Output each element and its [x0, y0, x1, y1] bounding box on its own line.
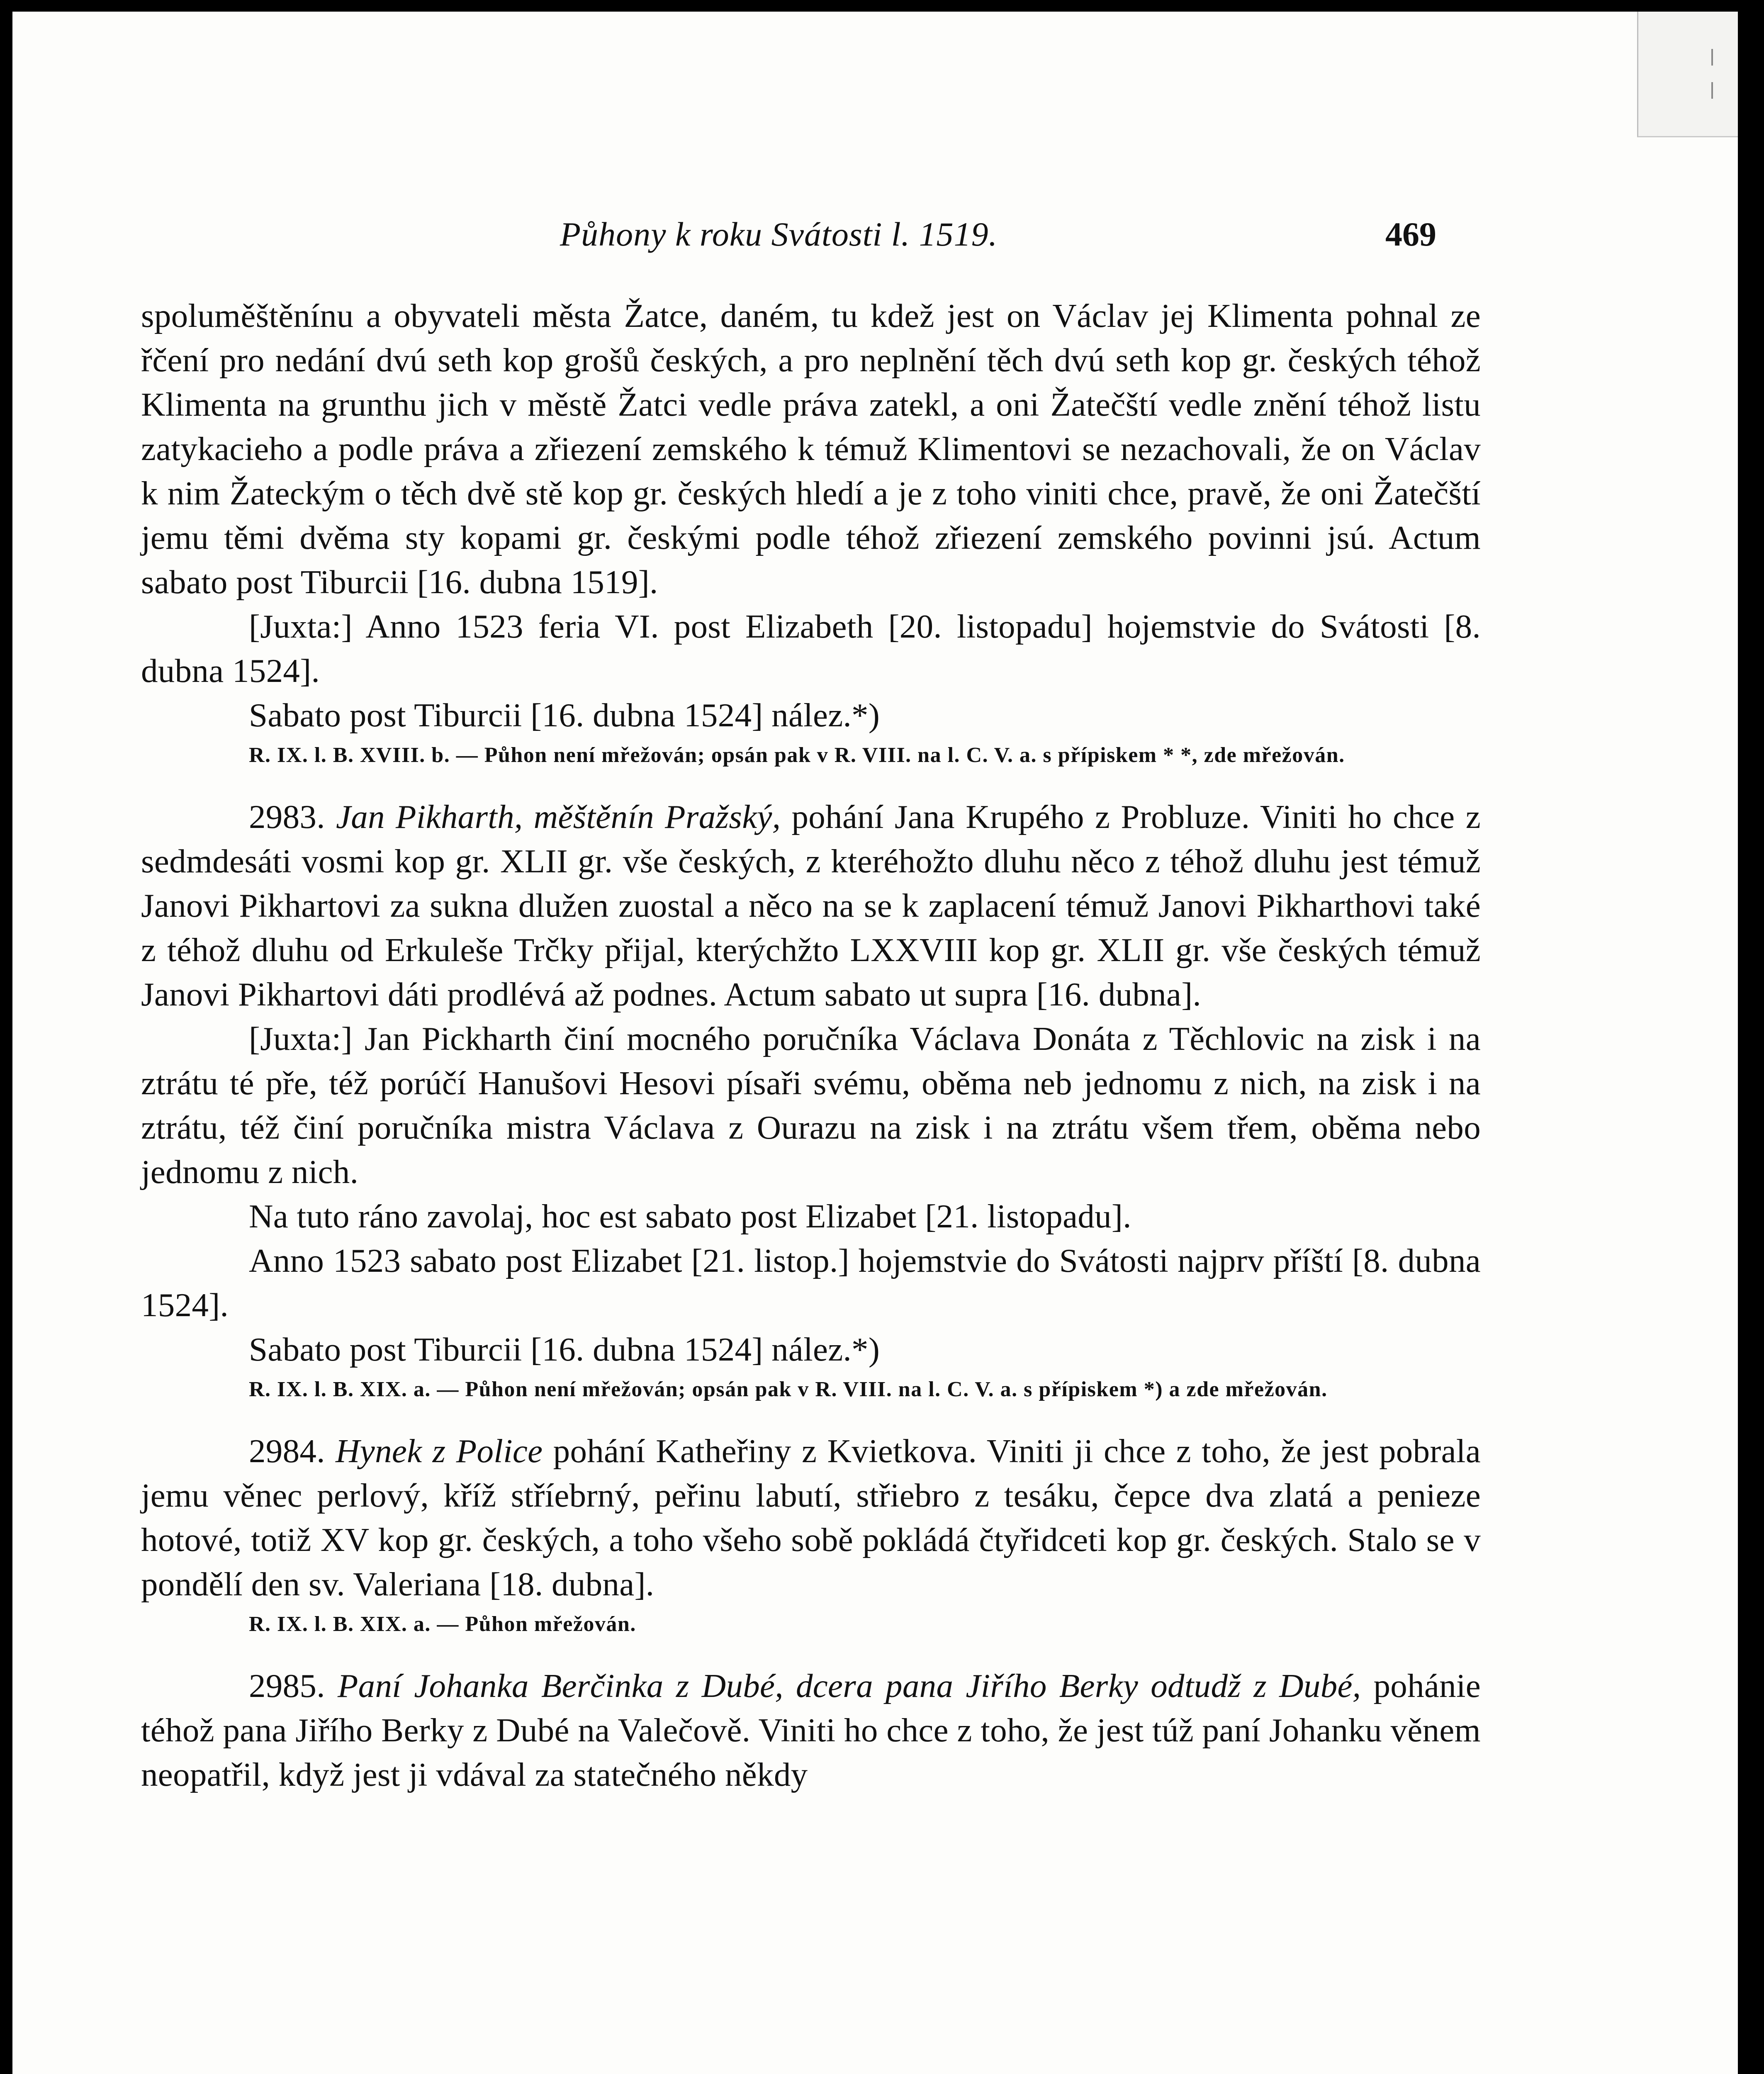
running-title: Půhony k roku Svátosti l. 1519.: [560, 215, 998, 253]
document-page: [12, 12, 1738, 2074]
archival-note: R. IX. l. B. XVIII. b. — Půhon není mřežován; opsán pak v R. VIII. na l. C. V. a. s přípiskem * *, zde mřežován.: [249, 743, 1345, 767]
archival-note: R. IX. l. B. XIX. a. — Půhon mřežován.: [249, 1612, 636, 1636]
entry-number: 2985.: [249, 1667, 338, 1704]
paragraph: Na tuto ráno zavolaj, hoc est sabato post Elizabet [21. listopadu].: [249, 1198, 1131, 1235]
entry-text: pohání Jana Krupého z Probluze. Viniti ho chce z sedmdesáti vosmi kop gr. XLII gr. vše českých, z kteréhožto dluhu něco z téhož dluhu jest témuž Janovi Pikhartovi za sukna dlužen zuostal a něco na se k zaplacení témuž Janovi Pikharthovi také z téhož dluhu od Erkuleše Trčky přijal, kterýchžto LXXVIII kop gr. XLII gr. vše českých témuž Janovi Pikhartovi dáti prodlévá až podnes. Actum sabato ut supra [16. dubna].: [141, 798, 1481, 1013]
entry-heading: Hynek z Police: [336, 1432, 553, 1470]
entry-2985: [141, 1664, 1481, 1797]
entry-heading: Paní Johanka Berčinka z Dubé, dcera pana Jiřího Berky odtudž z Dubé,: [337, 1667, 1374, 1704]
paragraph: [Juxta:] Jan Pickharth činí mocného poručníka Václava Donáta z Těchlovic na zisk i na ztrátu té pře, též porúčí Hanušovi Hesovi písaři svému, oběma neb jednomu z nich, na zisk i na ztrátu, též činí poručníka mistra Václava z Ourazu na zisk i na ztrátu všem třem, oběma nebo jednomu z nich.: [141, 1020, 1481, 1190]
paragraph: Sabato post Tiburcii [16. dubna 1524] nález.*): [249, 696, 880, 734]
page-number: 469: [1385, 215, 1436, 253]
page-edge-scan-artifact: [1637, 12, 1738, 137]
edge-mark: [1711, 82, 1713, 99]
paragraph: Anno 1523 sabato post Elizabet [21. listop.] hojemstvie do Svátosti najprv příští [8. dubna 1524].: [141, 1242, 1481, 1324]
edge-mark: [1711, 49, 1713, 66]
archival-note: R. IX. l. B. XIX. a. — Půhon není mřežován; opsán pak v R. VIII. na l. C. V. a. s přípiskem *) a zde mřežován.: [249, 1378, 1328, 1401]
entry-text: pohání Katheřiny z Kvietkova. Viniti ji chce z toho, že jest pobrala jemu věnec perlový, kříž stříebrný, peřinu labutí, střiebro z tesáku, čepce dva zlatá a penieze hotové, totiž XV kop gr. českých, a toho všeho sobě pokládá čtyřidceti kop gr. českých. Stalo se v pondělí den sv. Valeriana [18. dubna].: [141, 1432, 1481, 1603]
page-header: [12, 215, 1738, 260]
entry-number: 2984.: [249, 1432, 336, 1470]
paragraph: spoluměštěnínu a obyvateli města Žatce, daném, tu kdež jest on Václav jej Klimenta pohnal ze řčení pro nedání dvú seth kop grošů českých, a pro neplnění těch dvú seth kop gr. českých téhož Klimenta na grunthu jich v městě Žatci vedle práva zatekl, a oni Žatečští vedle znění téhož listu zatykacieho a podle práva a zřiezení zemského k témuž Klimentovi se nezachovali, že on Václav k nim Žateckým o těch dvě stě kop gr. českých hledí a je z toho viniti chce, pravě, že oni Žatečští jemu těmi dvěma sty kopami gr. českými podle téhož zřiezení zemského povinni jsú. Actum sabato post Tiburcii [16. dubna 1519].: [141, 297, 1481, 601]
page-body: [141, 294, 1481, 1797]
paragraph: Sabato post Tiburcii [16. dubna 1524] nález.*): [249, 1331, 880, 1368]
entry-heading: Jan Pikharth, měštěnín Pražský,: [336, 798, 792, 835]
entry-2984: [141, 1429, 1481, 1607]
entry-text: pohánie téhož pana Jiřího Berky z Dubé na Valečově. Viniti ho chce z toho, že jest túž paní Johanku věnem neopatřil, když jest ji vdával za statečného někdy: [141, 1667, 1481, 1793]
paragraph: [Juxta:] Anno 1523 feria VI. post Elizabeth [20. listopadu] hojemstvie do Svátosti [8. dubna 1524].: [141, 608, 1481, 689]
entry-2983: [141, 795, 1481, 1017]
entry-number: 2983.: [249, 798, 336, 835]
